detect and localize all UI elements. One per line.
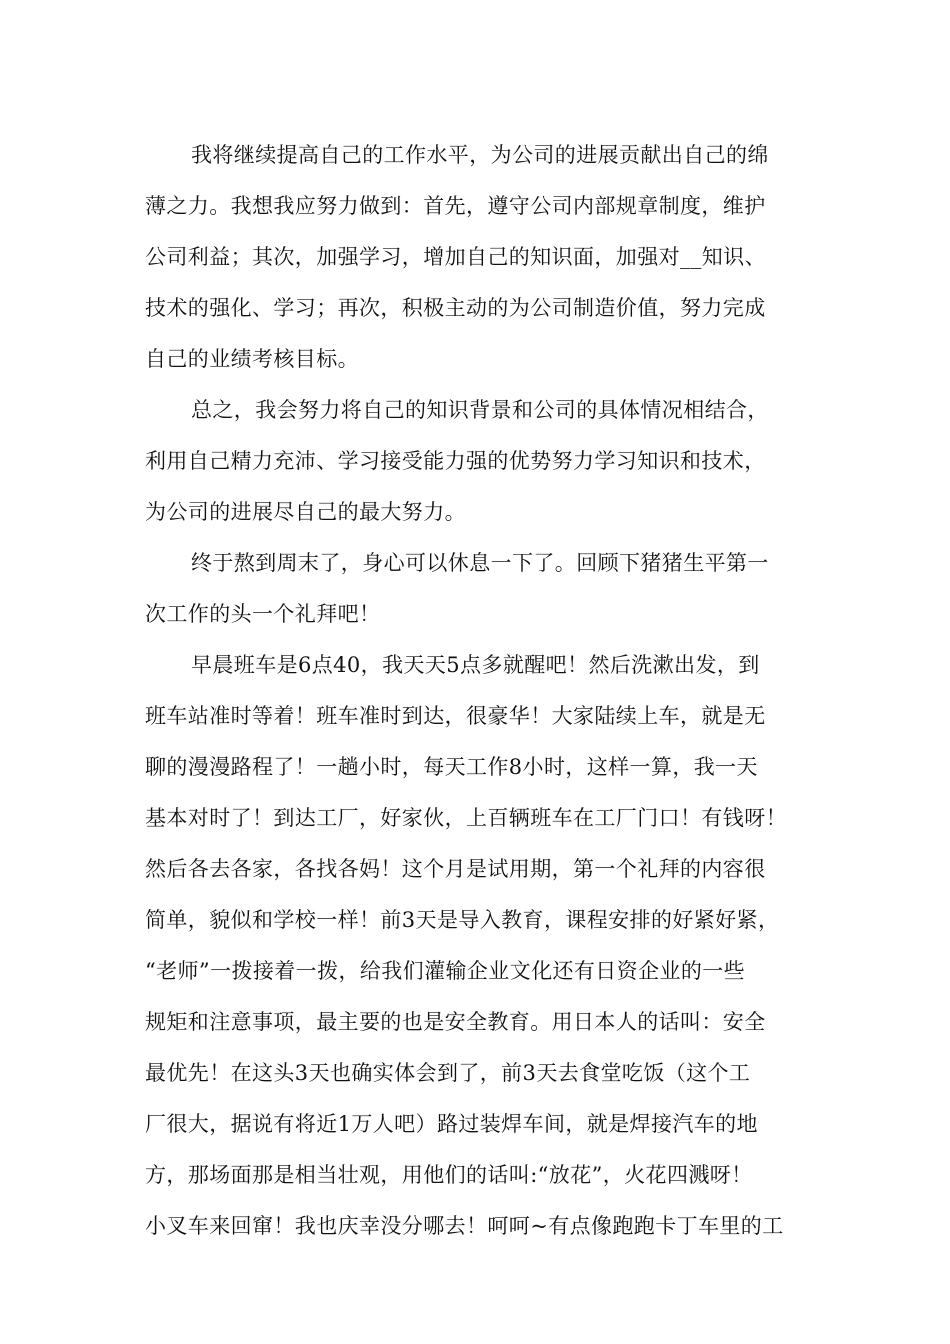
document-body <box>145 130 835 1252</box>
paragraph-4-line-4: 基本对时了！到达工厂，好家伙，上百辆班车在工厂门口！有钱呀！ <box>145 806 787 830</box>
paragraph-3-line-2: 次工作的头一个礼拜吧！ <box>145 602 381 626</box>
paragraph-2-line-2: 利用自己精力充沛、学习接受能力强的优势努力学习知识和技术， <box>145 449 766 473</box>
paragraph-4-line-12: 小叉车来回窜！我也庆幸没分哪去！呵呵~有点像跑跑卡丁车里的工 <box>145 1214 784 1238</box>
paragraph-4-line-10: 厂很大，据说有将近1万人吧）路过装焊车间，就是焊接汽车的地 <box>145 1112 758 1136</box>
paragraph-1-line-3: 公司利益；其次，加强学习，增加自己的知识面，加强对__知识、 <box>145 245 766 269</box>
paragraph-4-line-11: 方，那场面那是相当壮观，用他们的话叫:“放花”，火花四溅呀！ <box>145 1163 753 1187</box>
paragraph-4-line-6: 简单，貌似和学校一样！前3天是导入教育，课程安排的好紧好紧， <box>145 908 780 932</box>
paragraph-4-line-8: 规矩和注意事项，最主要的也是安全教育。用日本人的话叫：安全 <box>145 1010 766 1034</box>
paragraph-4-line-2: 班车站准时等着！班车准时到达，很豪华！大家陆续上车，就是无 <box>145 704 766 728</box>
paragraph-4-line-5: 然后各去各家，各找各妈！这个月是试用期，第一个礼拜的内容很 <box>145 857 766 881</box>
paragraph-1-line-2: 薄之力。我想我应努力做到：首先，遵守公司内部规章制度，维护 <box>145 194 766 218</box>
paragraph-4-line-7: “老师”一拨接着一拨，给我们灌输企业文化还有日资企业的一些 <box>145 959 746 983</box>
paragraph-1-line-1: 我将继续提高自己的工作水平，为公司的进展贡献出自己的绵 <box>191 143 769 167</box>
paragraph-4-line-9: 最优先！在这头3天也确实体会到了，前3天去食堂吃饭（这个工 <box>145 1061 751 1085</box>
paragraph-1-line-4: 技术的强化、学习；再次，积极主动的为公司制造价值，努力完成 <box>145 296 766 320</box>
paragraph-2-line-1: 总之，我会努力将自己的知识背景和公司的具体情况相结合， <box>191 398 769 422</box>
paragraph-4-line-3: 聊的漫漫路程了！一趟小时，每天工作8小时，这样一算，我一天 <box>145 755 758 779</box>
paragraph-2-line-3: 为公司的进展尽自己的最大努力。 <box>145 500 466 524</box>
paragraph-3-line-1: 终于熬到周末了，身心可以休息一下了。回顾下猪猪生平第一 <box>191 551 769 575</box>
paragraph-4-line-1: 早晨班车是6点40，我天天5点多就醒吧！然后洗漱出发，到 <box>191 653 760 677</box>
paragraph-1-line-5: 自己的业绩考核目标。 <box>145 347 359 371</box>
